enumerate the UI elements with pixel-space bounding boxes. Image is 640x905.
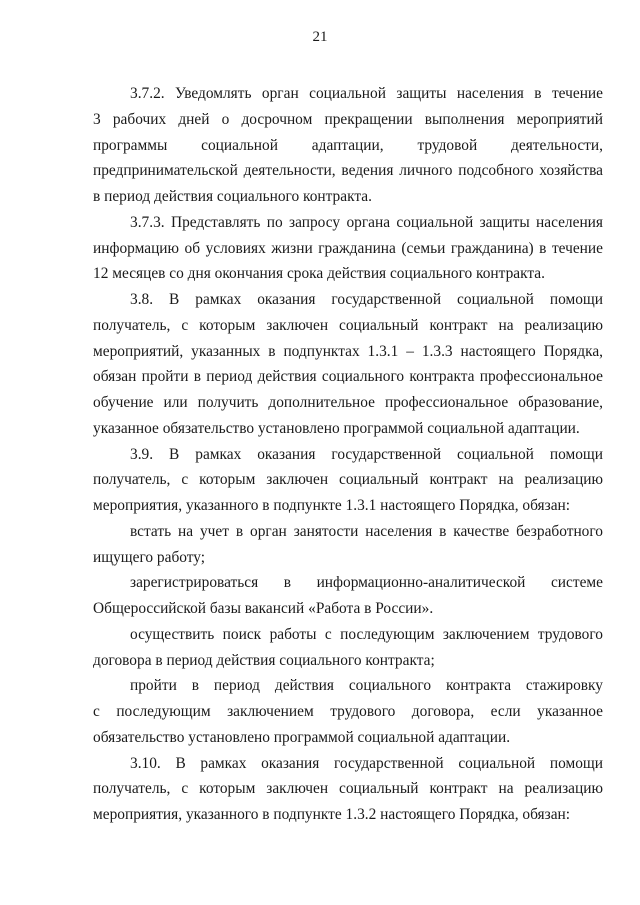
paragraph — [93, 81, 603, 210]
page-number: 21 — [312, 29, 328, 45]
text-line: Общероссийской базы вакансий «Работа в России». — [93, 600, 434, 617]
text-line: осуществить поиск работы с последующим заключением трудового — [130, 625, 603, 643]
text-line: 3.8. В рамках оказания государственной социальной помощи — [130, 291, 603, 308]
paragraph — [93, 287, 603, 442]
text-line: 3.7.2. Уведомлять орган социальной защиты населения в течение — [130, 85, 603, 102]
text-line: информацию об условиях жизни гражданина (семьи гражданина) в течение — [93, 239, 603, 257]
paragraph — [93, 442, 603, 519]
text-line: ищущего работу; — [93, 548, 206, 566]
text-line: мероприятия, указанного в подпункте 1.3.2 настоящего Порядка, обязан: — [93, 806, 571, 823]
text-line: получатель, с которым заключен социальный контракт на реализацию — [93, 780, 603, 798]
text-line: предпринимательской деятельности, ведения личного подсобного хозяйства — [93, 162, 603, 180]
text-line: встать на учет в орган занятости населения в качестве безработного — [130, 522, 603, 540]
text-line: указанное обязательство установлено программой социальной адаптации. — [93, 419, 580, 437]
paragraph — [93, 622, 603, 674]
document-body — [93, 81, 603, 828]
text-line: 3.9. В рамках оказания государственной социальной помощи — [130, 445, 603, 463]
text-line: обучение или получить дополнительное профессиональное образование, — [93, 394, 603, 411]
paragraph — [93, 673, 603, 750]
paragraph — [93, 570, 603, 622]
text-line: получатель, с которым заключен социальный контракт на реализацию — [93, 316, 603, 334]
text-line: 3.10. В рамках оказания государственной социальной помощи — [130, 754, 603, 772]
text-line: обязан пройти в период действия социального контракта профессиональное — [93, 368, 603, 386]
text-line: пройти в период действия социального контракта стажировку — [130, 677, 603, 695]
text-line: обязательство установлено программой социальной адаптации. — [93, 728, 511, 746]
paragraph — [93, 751, 603, 828]
text-line: мероприятий, указанных в подпунктах 1.3.1 – 1.3.3 настоящего Порядка, — [93, 342, 603, 360]
text-line: в период действия социального контракта. — [93, 188, 372, 205]
paragraph — [93, 210, 603, 287]
text-line: программы социальной адаптации, трудовой деятельности, — [93, 136, 603, 154]
paragraph — [93, 519, 603, 571]
text-line: зарегистрироваться в информационно-аналитической системе — [130, 574, 603, 592]
text-line: с последующим заключением трудового договора, если указанное — [93, 703, 603, 720]
text-line: 3.7.3. Представлять по запросу органа социальной защиты населения — [130, 213, 603, 231]
text-line: 12 месяцев со дня окончания срока действия социального контракта. — [93, 265, 545, 283]
text-line: 3 рабочих дней о досрочном прекращении выполнения мероприятий — [93, 110, 603, 128]
text-line: получатель, с которым заключен социальный контракт на реализацию — [93, 471, 603, 489]
text-line: мероприятия, указанного в подпункте 1.3.1 настоящего Порядка, обязан: — [93, 497, 571, 514]
text-line: договора в период действия социального контракта; — [93, 651, 435, 669]
